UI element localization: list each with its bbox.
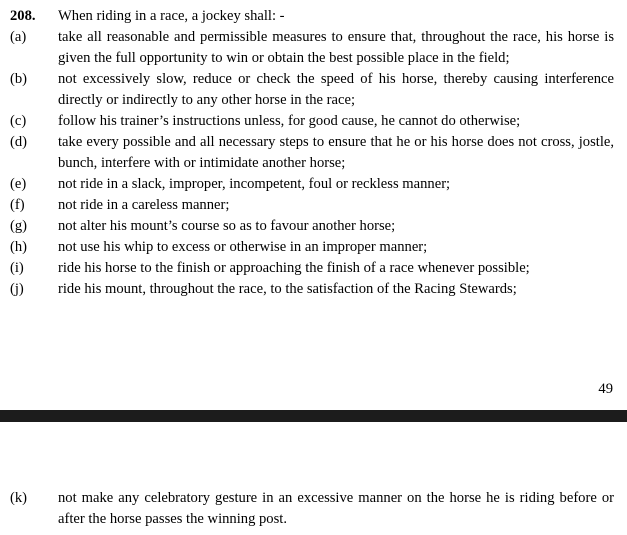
clause-label: (i): [10, 260, 24, 276]
page-break-bar: [0, 410, 627, 422]
clause-i: [10, 258, 614, 279]
clause-j: [10, 279, 614, 300]
page-number: 49: [598, 381, 613, 397]
clause-label: (e): [10, 176, 27, 192]
next-page-clause-list: [10, 488, 614, 530]
clause-label: (f): [10, 197, 25, 213]
clause-label: (c): [10, 113, 27, 129]
clause-label: (d): [10, 134, 28, 150]
clause-text: take all reasonable and permissible measures to ensure that, throughout the race, his horse is given the full opportunity to win or obtain the best possible place in the field;: [58, 29, 614, 66]
clause-text: not use his whip to excess or otherwise in an improper manner;: [58, 239, 428, 255]
rule-intro: When riding in a race, a jockey shall: -: [58, 8, 285, 24]
clause-a: [10, 27, 614, 69]
clause-text: ride his horse to the finish or approaching the finish of a race whenever possible;: [58, 260, 530, 276]
clause-text: follow his trainer’s instructions unless, for good cause, he cannot do otherwise;: [58, 113, 521, 129]
clause-h: [10, 237, 614, 258]
clause-list: [10, 27, 614, 300]
rule-heading: [10, 6, 617, 27]
clause-f: [10, 195, 614, 216]
clause-label: (k): [10, 490, 28, 506]
clause-text: ride his mount, throughout the race, to the satisfaction of the Racing Stewards;: [58, 281, 517, 297]
clause-c: [10, 111, 614, 132]
clause-k: [10, 488, 614, 530]
clause-text: not ride in a careless manner;: [58, 197, 230, 213]
clause-text: not make any celebratory gesture in an excessive manner on the horse he is riding before or after the horse passes the winning post.: [58, 490, 614, 527]
clause-text: not alter his mount’s course so as to favour another horse;: [58, 218, 396, 234]
rule-number: 208.: [10, 8, 36, 24]
clause-text: not ride in a slack, improper, incompetent, foul or reckless manner;: [58, 176, 451, 192]
clause-b: [10, 69, 614, 111]
clause-e: [10, 174, 614, 195]
clause-g: [10, 216, 614, 237]
clause-label: (g): [10, 218, 28, 234]
clause-label: (b): [10, 71, 28, 87]
clause-text: take every possible and all necessary steps to ensure that he or his horse does not cross, jostle, bunch, interfere with or intimidate another horse;: [58, 134, 614, 171]
clause-label: (h): [10, 239, 28, 255]
clause-d: [10, 132, 614, 174]
clause-label: (j): [10, 281, 24, 297]
clause-label: (a): [10, 29, 27, 45]
clause-text: not excessively slow, reduce or check the speed of his horse, thereby causing interference directly or indirectly to any other horse in the race;: [58, 71, 614, 108]
